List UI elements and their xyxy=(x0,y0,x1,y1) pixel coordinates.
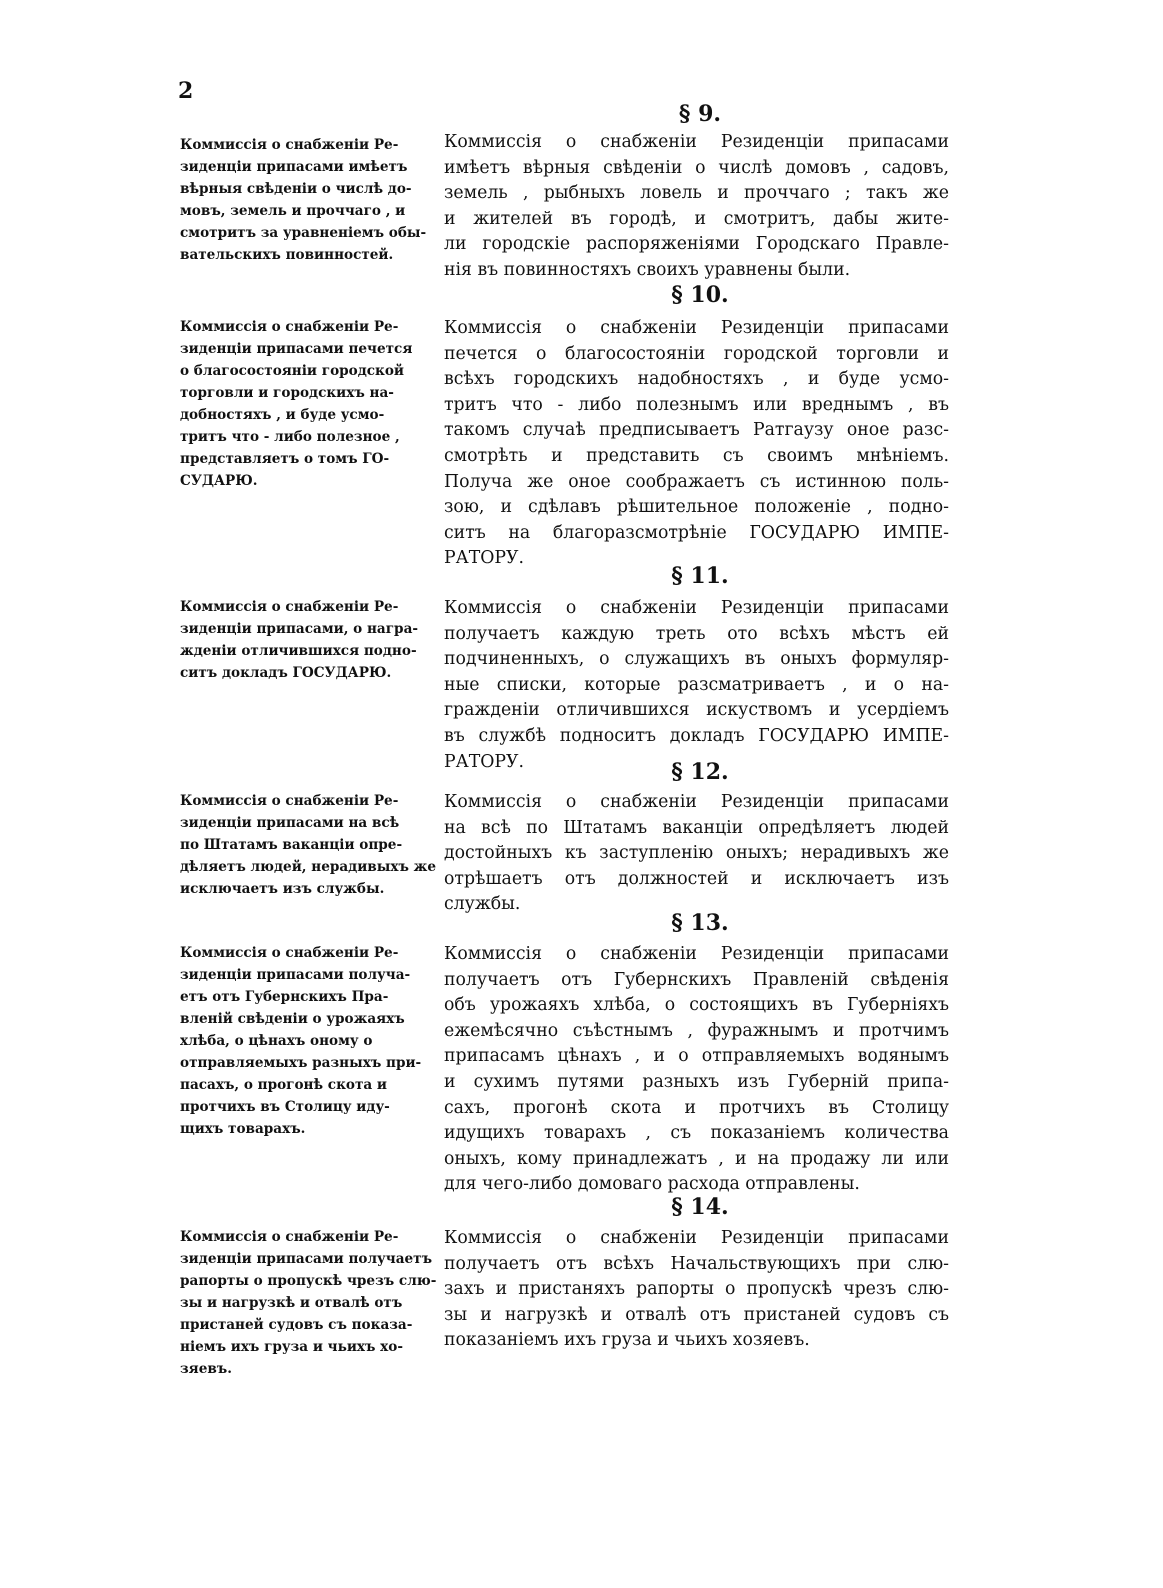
body-line: ли городскіе распоряженіями Городскаго Правле- xyxy=(444,234,949,255)
body-line: и сухимъ путями разныхъ изъ Губерній припа- xyxy=(444,1071,949,1092)
body-line: припасамъ цѣнахъ , и о отправляемыхъ водянымъ xyxy=(444,1046,949,1067)
body-line: тритъ что - либо полезнымъ или вреднымъ , въ xyxy=(444,394,949,415)
body-line: всѣхъ городскихъ надобностяхъ , и буде усмо- xyxy=(444,369,949,390)
body-line: гражденіи отличившихся искуствомъ и усердіемъ xyxy=(444,700,949,721)
body-line: РАТОРУ. xyxy=(444,548,525,569)
note-line: о благосостояніи городской xyxy=(180,363,405,379)
page-number: 2 xyxy=(178,78,194,104)
body-line: печется о благосостояніи городской торговли и xyxy=(444,343,949,364)
section-heading: § 9. xyxy=(678,101,722,127)
body-line: Коммиссія о снабженіи Резиденціи припасами xyxy=(444,1228,949,1248)
body-line: Коммиссія о снабженіи Резиденціи припасами xyxy=(444,132,949,152)
note-line: зиденціи припасами, о награ- xyxy=(180,621,419,637)
body-line: получаетъ отъ Губернскихъ Правленій свѣденія xyxy=(444,969,949,990)
section-heading: § 13. xyxy=(671,910,729,936)
margin-note xyxy=(180,1226,438,1380)
note-line: вательскихъ повинностей. xyxy=(180,247,394,263)
note-line: зиденціи припасами получаетъ xyxy=(180,1251,433,1267)
note-line: ніемъ ихъ груза и чьихъ хо- xyxy=(180,1339,403,1355)
body-line: Коммиссія о снабженіи Резиденціи припасами xyxy=(444,318,949,338)
section-body xyxy=(444,1226,949,1354)
note-line: Коммиссія о снабженіи Ре- xyxy=(180,137,399,153)
note-line: СУДАРЮ. xyxy=(180,473,258,489)
note-line: зяевъ. xyxy=(180,1361,232,1377)
note-line: отправляемыхъ разныхъ при- xyxy=(180,1055,422,1071)
note-line: тритъ что - либо полезное , xyxy=(180,429,400,445)
section-body xyxy=(444,790,949,918)
body-line: имѣетъ вѣрныя свѣденіи о числѣ домовъ , садовъ, xyxy=(444,157,949,178)
note-line: щихъ товарахъ. xyxy=(180,1121,306,1137)
note-line: етъ отъ Губернскихъ Пра- xyxy=(180,989,389,1005)
note-line: зиденціи припасами имѣетъ xyxy=(180,159,408,175)
section-body xyxy=(444,316,949,572)
note-line: Коммиссія о снабженіи Ре- xyxy=(180,599,399,615)
body-line: захъ и пристаняхъ рапорты о пропускѣ чрезъ слю- xyxy=(444,1279,949,1300)
body-line: отрѣшаетъ отъ должностей и исключаетъ изъ xyxy=(444,868,949,889)
note-line: хлѣба, о цѣнахъ оному о xyxy=(180,1033,373,1049)
note-line: протчихъ въ Столицу иду- xyxy=(180,1099,390,1115)
margin-note xyxy=(180,596,438,684)
note-line: смотритъ за уравненіемъ обы- xyxy=(180,225,427,241)
body-line: РАТОРУ. xyxy=(444,751,525,772)
body-line: идущихъ товарахъ , съ показаніемъ количества xyxy=(444,1123,949,1144)
body-line: нія въ повинностяхъ своихъ уравнены были. xyxy=(444,259,851,280)
section-body xyxy=(444,942,949,1198)
body-line: Получа же оное соображаетъ съ истинною поль- xyxy=(444,471,949,492)
body-line: ежемѣсячно съѣстнымъ , фуражнымъ и протчимъ xyxy=(444,1020,949,1041)
body-line: Коммиссія о снабженіи Резиденціи припасами xyxy=(444,944,949,964)
body-line: Коммиссія о снабженіи Резиденціи припасами xyxy=(444,598,949,618)
note-line: представляетъ о томъ ГО- xyxy=(180,451,390,467)
note-line: добностяхъ , и буде усмо- xyxy=(180,407,385,423)
body-line: сахъ, прогонѣ скота и протчихъ въ Столицу xyxy=(444,1097,949,1118)
note-line: по Штатамъ ваканціи опре- xyxy=(180,837,403,853)
note-line: пристаней судовъ съ показа- xyxy=(180,1317,413,1333)
body-line: въ службѣ подноситъ докладъ ГОСУДАРЮ ИМПЕ- xyxy=(444,725,949,746)
body-line: службы. xyxy=(444,894,521,915)
note-line: ситъ докладъ ГОСУДАРЮ. xyxy=(180,665,392,681)
note-line: зиденціи припасами получа- xyxy=(180,967,411,983)
note-line: зиденціи припасами на всѣ xyxy=(180,815,400,831)
body-line: подчиненныхъ, о служащихъ въ оныхъ формуляр- xyxy=(444,649,949,670)
body-line: ные списки, которые разсматриваетъ , и о на- xyxy=(444,674,949,695)
body-line: получаетъ каждую треть ото всѣхъ мѣстъ ей xyxy=(444,623,949,644)
body-line: такомъ случаѣ предписываетъ Ратгаузу оное разс- xyxy=(444,420,949,441)
note-line: Коммиссія о снабженіи Ре- xyxy=(180,1229,399,1245)
body-line: показаніемъ ихъ груза и чьихъ хозяевъ. xyxy=(444,1330,810,1351)
note-line: вленій свѣденіи о урожаяхъ xyxy=(180,1011,405,1027)
note-line: пасахъ, о прогонѣ скота и xyxy=(180,1077,388,1093)
margin-note xyxy=(180,942,438,1140)
body-line: для чего-либо домоваго расхода отправлены. xyxy=(444,1174,860,1195)
note-line: исключаетъ изъ службы. xyxy=(180,881,385,897)
body-line: на всѣ по Штатамъ ваканціи опредѣляетъ людей xyxy=(444,817,949,838)
section-body xyxy=(444,596,949,775)
note-line: Коммиссія о снабженіи Ре- xyxy=(180,319,399,335)
margin-note xyxy=(180,790,438,900)
body-line: Коммиссія о снабженіи Резиденціи припасами xyxy=(444,792,949,812)
body-line: объ урожаяхъ хлѣба, о состоящихъ въ Губерніяхъ xyxy=(444,995,949,1016)
note-line: зы и нагрузкѣ и отвалѣ отъ xyxy=(180,1295,403,1311)
body-line: получаетъ отъ всѣхъ Начальствующихъ при слю- xyxy=(444,1253,949,1274)
section-body xyxy=(444,130,949,284)
note-line: дѣляетъ людей, нерадивыхъ же xyxy=(180,859,437,875)
body-line: земель , рыбныхъ ловель и проччаго ; такъ же xyxy=(444,183,949,204)
section-heading: § 14. xyxy=(671,1194,729,1220)
note-line: вѣрныя свѣденіи о числѣ до- xyxy=(180,181,412,197)
body-line: зою, и сдѣлавъ рѣшительное положеніе , подно- xyxy=(444,497,949,518)
note-line: торговли и городскихъ на- xyxy=(180,385,394,401)
body-line: оныхъ, кому принадлежатъ , и на продажу ли или xyxy=(444,1148,949,1169)
body-line: смотрѣть и представить съ своимъ мнѣніемъ. xyxy=(444,445,949,466)
margin-note xyxy=(180,316,438,492)
note-line: мовъ, земель и проччаго , и xyxy=(180,203,406,219)
section-heading: § 11. xyxy=(671,563,729,589)
note-line: жденіи отличившихся подно- xyxy=(180,643,417,659)
note-line: зиденціи припасами печется xyxy=(180,341,413,357)
body-line: достойныхъ къ заступленію оныхъ; нерадивыхъ же xyxy=(444,843,949,864)
margin-note xyxy=(180,134,438,266)
note-line: Коммиссія о снабженіи Ре- xyxy=(180,793,399,809)
section-heading: § 12. xyxy=(671,759,729,785)
body-line: и жителей въ городѣ, и смотритъ, дабы жите- xyxy=(444,208,949,229)
section-heading: § 10. xyxy=(671,282,729,308)
body-line: ситъ на благоразсмотрѣніе ГОСУДАРЮ ИМПЕ- xyxy=(444,522,949,543)
note-line: Коммиссія о снабженіи Ре- xyxy=(180,945,399,961)
body-line: зы и нагрузкѣ и отвалѣ отъ пристаней судовъ съ xyxy=(444,1304,949,1325)
note-line: рапорты о пропускѣ чрезъ слю- xyxy=(180,1273,437,1289)
